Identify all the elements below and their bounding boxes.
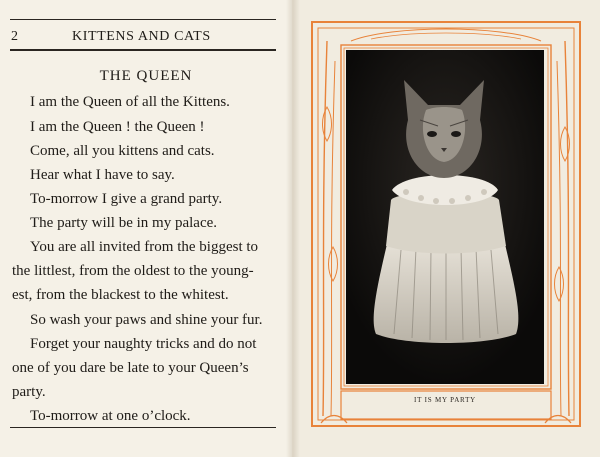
- poem-title: THE QUEEN: [99, 68, 193, 84]
- poem-line: I am the Queen ! the Queen !: [30, 119, 205, 135]
- kitten-image: [346, 50, 544, 384]
- poem-line: I am the Queen of all the Kittens.: [30, 94, 230, 110]
- poem-line: Forget your naughty tricks and do not: [30, 336, 257, 352]
- running-head: KITTENS AND CATS: [72, 29, 211, 44]
- poem-line: est, from the blackest to the whitest.: [12, 287, 229, 303]
- poem-line: The party will be in my palace.: [30, 215, 218, 231]
- poem-line: You are all invited from the biggest to: [30, 239, 259, 255]
- plate-caption: IT IS MY PARTY: [413, 396, 477, 404]
- poem-line: So wash your paws and shine your fur.: [30, 312, 263, 328]
- header-bottom-rule: [10, 49, 276, 51]
- poem-line: To-morrow I give a grand party.: [30, 191, 223, 207]
- poem-line: the littlest, from the oldest to the young-: [12, 263, 254, 279]
- kitten-photo: [346, 50, 544, 384]
- poem-line: Hear what I have to say.: [30, 167, 175, 183]
- poem-line: party.: [12, 384, 46, 400]
- footer-rule: [10, 427, 276, 428]
- page-number: 2: [11, 29, 18, 44]
- poem-line: one of you dare be late to your Queen’s: [12, 360, 249, 376]
- poem-line: To-morrow at one o’clock.: [30, 408, 191, 424]
- header-top-rule: [10, 19, 276, 20]
- poem-line: Come, all you kittens and cats.: [30, 143, 215, 159]
